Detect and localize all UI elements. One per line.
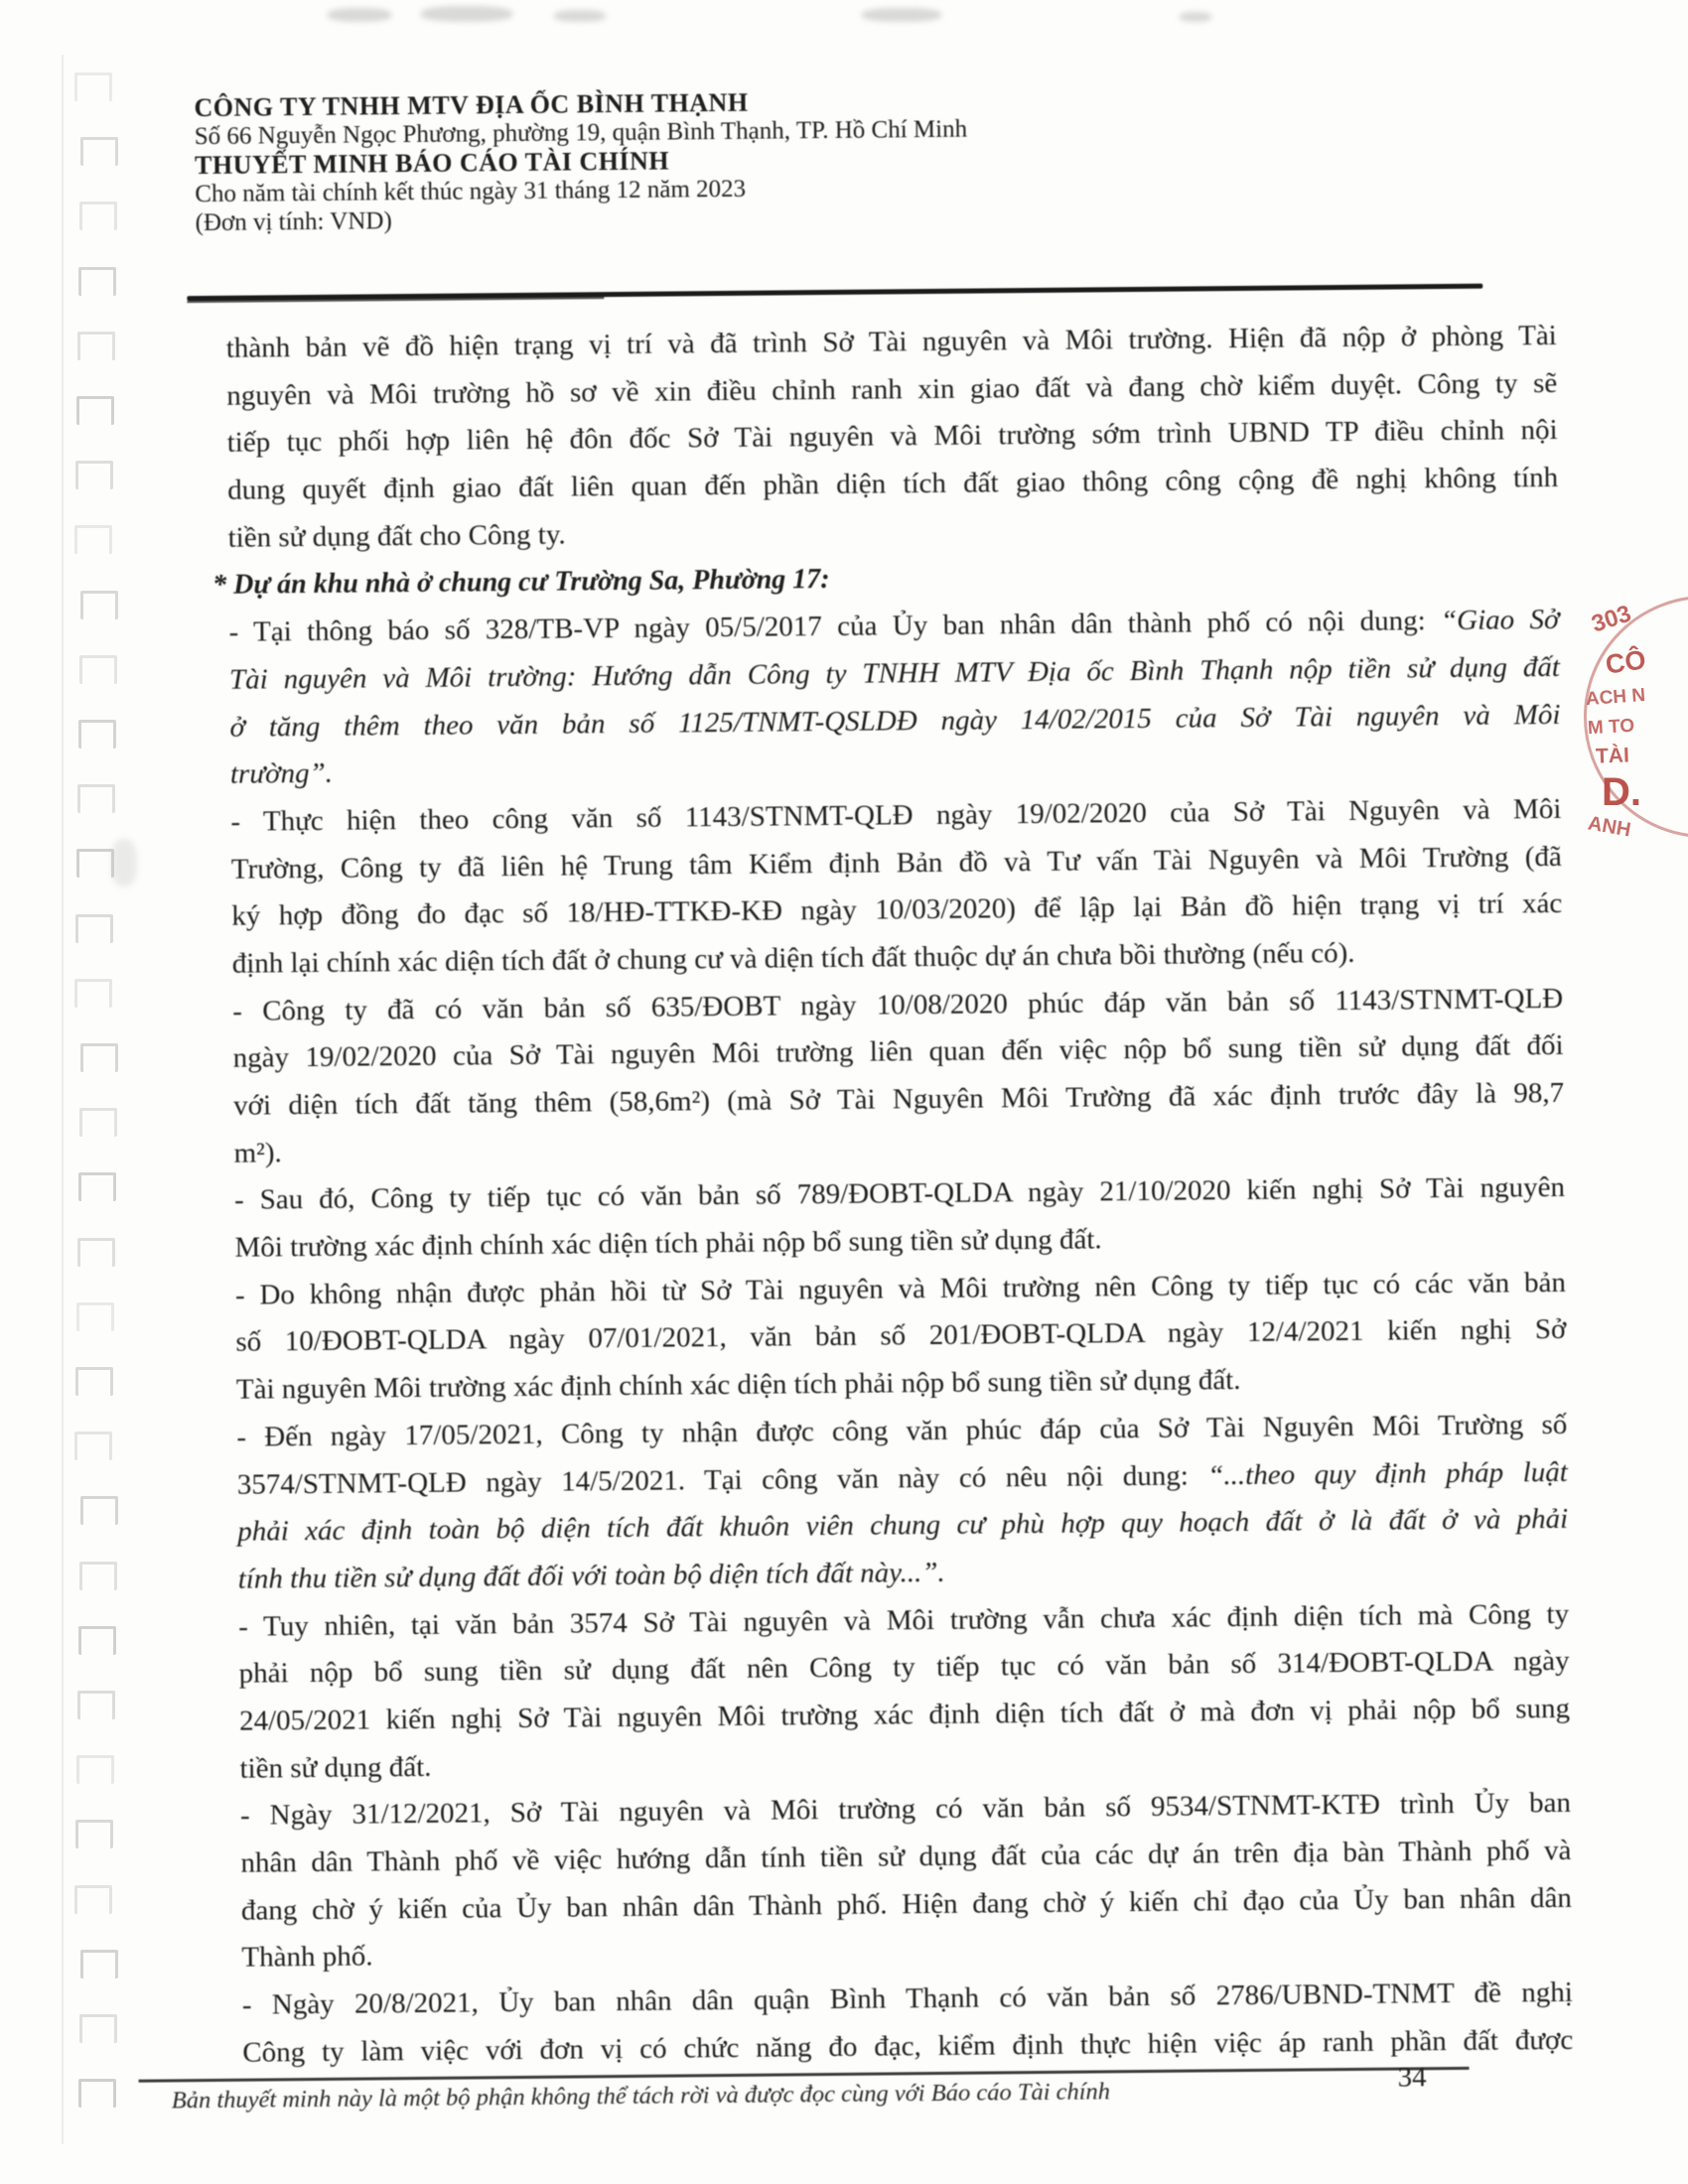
body-line-segment: - Tuy nhiên, tại văn bản 3574 Sở Tài nguyên và Môi trường vẫn chưa xác định diện tích mà Công ty bbox=[238, 1597, 1570, 1643]
document-title: THUYẾT MINH BÁO CÁO TÀI CHÍNH bbox=[194, 146, 670, 181]
body-line-segment: Thành phố. bbox=[241, 1940, 373, 1975]
stamp-text-fragment: ACH N bbox=[1585, 684, 1646, 711]
currency-unit: (Đơn vị tính: VND) bbox=[195, 207, 392, 237]
body-line-segment: trường”. bbox=[229, 756, 334, 790]
body-line-segment: - Thực hiện theo công văn số 1143/STNMT-QLĐ ngày 19/02/2020 của Sở Tài Nguyên và Môi bbox=[230, 792, 1562, 838]
body-line-segment: tiền sử dụng đất cho Công ty. bbox=[227, 518, 566, 554]
document-header bbox=[194, 81, 1485, 237]
body-line-segment: Công ty làm việc với đơn vị có chức năng đo đạc, kiểm định thực hiện việc áp ranh phần đất được bbox=[242, 2023, 1574, 2069]
body-line-segment: - Công ty đã có văn bản số 635/ĐOBT ngày 10/08/2020 phúc đáp văn bản số 1143/STNMT-QLĐ bbox=[232, 982, 1564, 1027]
body-line-segment: Tài nguyên Môi trường xác định chính xác diện tích phải nộp bổ sung tiền sử dụng đất. bbox=[235, 1364, 1241, 1406]
stamp-text-fragment: M TO bbox=[1587, 715, 1635, 740]
stamp-text-fragment: 303 bbox=[1588, 600, 1635, 638]
stamp-text-fragment: TÀI bbox=[1595, 744, 1630, 768]
body-line-segment: 24/05/2021 kiến nghị Sở Tài nguyên Môi trường xác định diện tích đất ở mà đơn vị phải nộp bổ sung bbox=[238, 1692, 1571, 1737]
body-line-segment: Trường, Công ty đã liên hệ Trung tâm Kiểm định Bản đồ và Tư vấn Tài Nguyên và Môi Trường (đã bbox=[230, 840, 1562, 886]
body-line-segment: 3574/STNMT-QLĐ ngày 14/5/2021. Tại công văn này có nêu nội dung: bbox=[236, 1458, 1208, 1501]
body-line-segment: ở tăng thêm theo văn bản số 1125/TNMT-QSLDĐ ngày 14/02/2015 của Sở Tài nguyên và Môi bbox=[229, 698, 1561, 744]
company-name: CÔNG TY TNHH MTV ĐỊA ỐC BÌNH THẠNH bbox=[194, 87, 749, 123]
stamp-text-fragment: CÔ bbox=[1604, 644, 1648, 680]
body-line-segment: - Do không nhận được phản hồi từ Sở Tài nguyên và Môi trường nên Công ty tiếp tục có các văn bản bbox=[234, 1266, 1567, 1311]
body-line-segment: * Dự án khu nhà ở chung cư Trường Sa, Phường 17: bbox=[211, 564, 830, 602]
footer-note: Bản thuyết minh này là một bộ phận không thể tách rời và được đọc cùng với Báo cáo Tài chính bbox=[171, 2078, 1111, 2115]
stamp-text-fragment: D. bbox=[1602, 770, 1641, 814]
body-line-segment: định lại chính xác diện tích đất ở chung cư và diện tích đất thuộc dự án chưa bồi thường (nếu có). bbox=[231, 936, 1355, 980]
body-line-segment: - Ngày 20/8/2021, Ủy ban nhân dân quận Bình Thạnh có văn bản số 2786/UBND-TNMT đề nghị bbox=[241, 1976, 1573, 2021]
body-line-segment: Tài nguyên và Môi trường: Hướng dẫn Công ty TNHH MTV Địa ốc Bình Thạnh nộp tiền sử dụng đất bbox=[228, 650, 1561, 696]
body-line-segment: Môi trường xác định chính xác diện tích phải nộp bổ sung tiền sử dụng đất. bbox=[234, 1223, 1102, 1264]
body-line-segment: tiếp tục phối hợp liên hệ đôn đốc Sở Tài nguyên và Môi trường sớm trình UBND TP điều chỉnh nội bbox=[226, 414, 1558, 460]
body-line-segment: ký hợp đồng đo đạc số 18/HĐ-TTKĐ-KĐ ngày 10/03/2020) để lập lại Bản đồ hiện trạng vị trí xác bbox=[231, 887, 1563, 933]
body-line-segment: phải nộp bổ sung tiền sử dụng đất nên Công ty tiếp tục có văn bản số 314/ĐOBT-QLDA ngày bbox=[238, 1645, 1570, 1690]
fiscal-period: Cho năm tài chính kết thúc ngày 31 tháng 12 năm 2023 bbox=[195, 175, 747, 208]
body-line-segment: nhân dân Thành phố về việc hướng dẫn tính tiền sử dụng đất của các dự án trên địa bàn Thành phố và bbox=[240, 1834, 1572, 1879]
body-line-segment: - Đến ngày 17/05/2021, Công ty nhận được công văn phúc đáp của Sở Tài Nguyên Môi Trường số bbox=[236, 1408, 1568, 1453]
body-line-segment: số 10/ĐOBT-QLDA ngày 07/01/2021, văn bản số 201/ĐOBT-QLDA ngày 12/4/2021 kiến nghị Sở bbox=[235, 1313, 1567, 1359]
body-line-segment: m²). bbox=[233, 1136, 282, 1169]
body-line-segment: - Ngày 31/12/2021, Sở Tài nguyên và Môi trường có văn bản số 9534/STNMT-KTĐ trình Ủy ban bbox=[239, 1787, 1572, 1833]
body-line-segment: “...theo quy định pháp luật bbox=[1207, 1455, 1568, 1491]
body-line-segment: “Giao Sở bbox=[1440, 604, 1560, 637]
stamp-text-fragment: ANH bbox=[1586, 812, 1633, 842]
page-number: 34 bbox=[1397, 2061, 1427, 2094]
body-text bbox=[211, 313, 1574, 2077]
body-line-segment: phải xác định toàn bộ diện tích đất khuôn viên chung cư phù hợp quy hoạch đất ở là đất ở và phải bbox=[237, 1503, 1569, 1548]
body-line-segment: đang chờ ý kiến của Ủy ban nhân dân Thành phố. Hiện đang chờ ý kiến chỉ đạo của Ủy ban nhân dân bbox=[240, 1881, 1573, 1927]
body-line-segment: dung quyết định giao đất liên quan đến phần diện tích đất giao thông công cộng đề nghị không tính bbox=[227, 461, 1559, 506]
body-line-segment: thành bản vẽ đồ hiện trạng vị trí và đã trình Sở Tài nguyên và Môi trường. Hiện đã nộp ở phòng Tài bbox=[225, 319, 1557, 364]
body-line-segment: - Tại thông báo số 328/TB-VP ngày 05/5/2017 của Ủy ban nhân dân thành phố có nội dung: bbox=[228, 605, 1442, 648]
body-line-segment: tính thu tiền sử dụng đất đối với toàn bộ diện tích đất này...”. bbox=[237, 1556, 945, 1595]
body-line-segment: nguyên và Môi trường hồ sơ về xin điều chỉnh ranh xin giao đất và đang chờ kiểm duyệt. Công ty sẽ bbox=[226, 366, 1558, 412]
company-address: Số 66 Nguyễn Ngọc Phương, phường 19, quận Bình Thạnh, TP. Hồ Chí Minh bbox=[194, 115, 968, 151]
header-divider-rule bbox=[187, 284, 1482, 302]
body-line-segment: với diện tích đất tăng thêm (58,6m²) (mà Sở Tài Nguyên Môi Trường đã xác định trước đây là 98,7 bbox=[232, 1076, 1565, 1122]
body-line-segment: - Sau đó, Công ty tiếp tục có văn bản số 789/ĐOBT-QLDA ngày 21/10/2020 kiến nghị Sở Tài nguyên bbox=[233, 1171, 1566, 1217]
body-line-segment: tiền sử dụng đất. bbox=[239, 1750, 432, 1785]
body-line-segment: ngày 19/02/2020 của Sở Tài nguyên Môi trường liên quan đến việc nộp bổ sung tiền sử dụng đất đối bbox=[232, 1029, 1564, 1075]
red-company-stamp bbox=[1580, 590, 1688, 846]
